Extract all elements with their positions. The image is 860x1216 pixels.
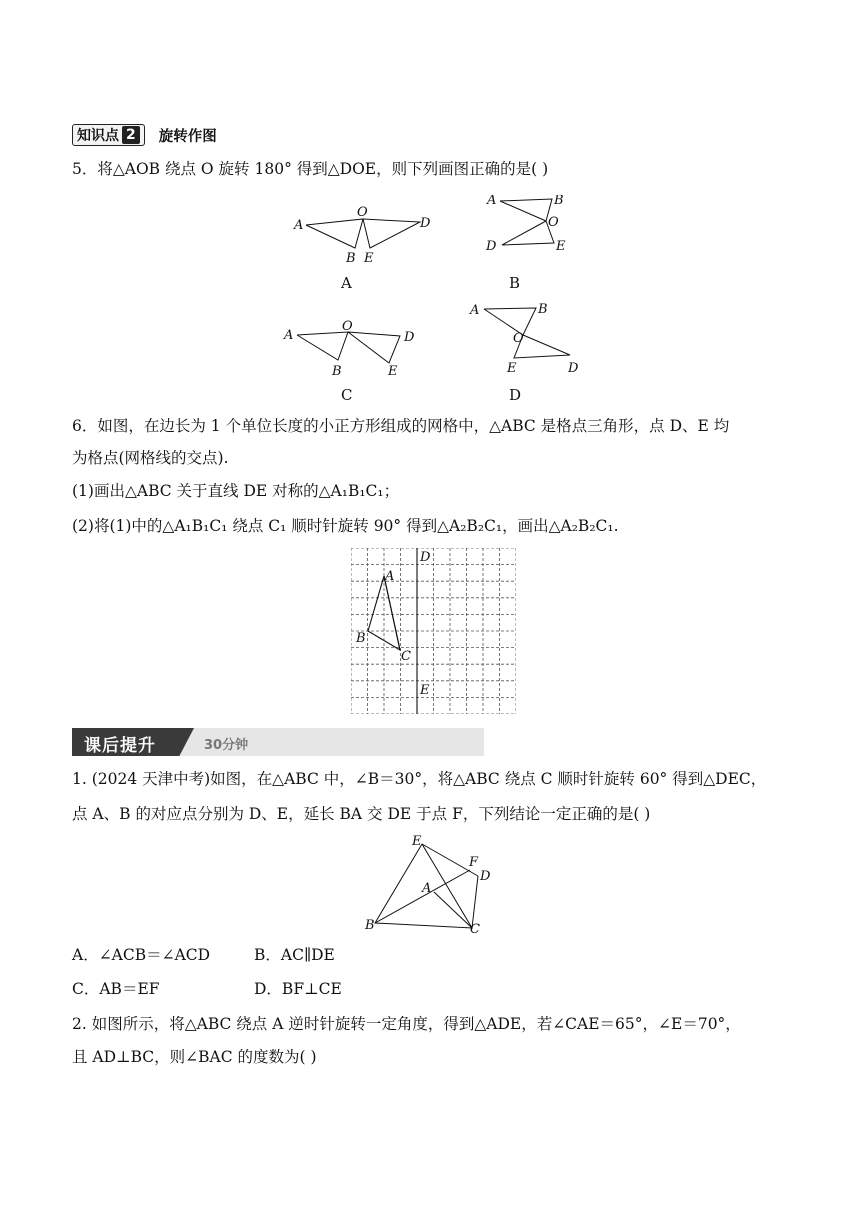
label-e: E: [507, 361, 517, 376]
section-tag-box: [72, 124, 145, 146]
label-o: O: [342, 319, 353, 334]
label-a: A: [470, 303, 480, 318]
label-d: D: [404, 330, 415, 345]
q5-figure-c: [283, 319, 415, 379]
label-a: A: [284, 328, 294, 343]
q5-option-c: C: [341, 386, 353, 404]
p1-option-a: A．∠ACB＝∠ACD: [72, 946, 211, 964]
p2-line-2: 且 AD⊥BC，则∠BAC 的度数为( ): [72, 1048, 317, 1066]
section-tag: [72, 124, 217, 146]
label-e: E: [388, 364, 398, 379]
banner-time: 30分钟: [204, 738, 249, 753]
label-b: B: [538, 302, 548, 317]
label-e: E: [420, 683, 430, 698]
label-f: F: [469, 855, 479, 870]
label-d: D: [480, 869, 491, 884]
label-o: O: [513, 331, 524, 346]
q6-grid-figure: [351, 548, 516, 714]
section-title: 旋转作图: [158, 128, 217, 145]
label-b: B: [346, 251, 356, 266]
label-a: A: [294, 218, 304, 233]
label-c: C: [470, 922, 480, 937]
label-a: A: [385, 569, 395, 584]
label-d: D: [420, 216, 431, 231]
section-tag-label: 知识点: [77, 128, 119, 144]
label-b: B: [554, 195, 564, 208]
label-e: E: [412, 834, 422, 849]
q5-option-a: A: [341, 274, 352, 292]
label-d: D: [420, 550, 431, 565]
q5-figure-b: [485, 195, 566, 254]
label-e: E: [364, 251, 374, 266]
p1-option-d: D．BF⊥CE: [254, 980, 342, 998]
label-c: C: [401, 649, 411, 664]
label-b: B: [332, 364, 342, 379]
label-o: O: [548, 215, 559, 230]
q5-figure-a: [293, 205, 431, 266]
q6-line-1: 6．如图，在边长为 1 个单位长度的小正方形组成的网格中，△ABC 是格点三角形，点 D、E 均: [72, 417, 730, 435]
after-class-banner: [72, 728, 484, 756]
q6-line-2: 为格点(网格线的交点).: [72, 449, 229, 467]
q5-figures: [280, 195, 600, 405]
q6-line-4: (2)将(1)中的△A₁B₁C₁ 绕点 C₁ 顺时针旋转 90° 得到△A₂B₂C₁，画出△A₂B₂C₁.: [72, 517, 619, 535]
label-e: E: [556, 239, 566, 254]
q6-line-3: (1)画出△ABC 关于直线 DE 对称的△A₁B₁C₁；: [72, 482, 400, 500]
q5-option-d: D: [509, 386, 522, 404]
label-o: O: [357, 205, 368, 220]
q5-option-b: B: [509, 274, 521, 292]
p1-option-b: B．AC∥DE: [254, 946, 335, 964]
label-b: B: [356, 631, 366, 646]
label-d: D: [486, 239, 497, 254]
p1-option-c: C．AB＝EF: [72, 980, 160, 998]
p2-line-1: 2. 如图所示，将△ABC 绕点 A 逆时针旋转一定角度，得到△ADE，若∠CAE＝65°，∠E＝70°，: [72, 1015, 741, 1033]
p1-line-2: 点 A、B 的对应点分别为 D、E，延长 BA 交 DE 于点 F，下列结论一定正确的是( ): [72, 805, 651, 823]
p1-line-1: 1. (2024 天津中考)如图，在△ABC 中，∠B＝30°，将△ABC 绕点 C 顺时针旋转 60° 得到△DEC，: [72, 770, 767, 788]
label-b: B: [365, 918, 375, 933]
label-a: A: [422, 881, 432, 896]
q5-text: 5．将△AOB 绕点 O 旋转 180° 得到△DOE，则下列画图正确的是( ): [72, 160, 549, 178]
p1-figure: [360, 832, 500, 940]
label-d: D: [568, 361, 579, 376]
q5-figure-d: [469, 302, 579, 376]
banner-title: 课后提升: [84, 736, 156, 756]
label-a: A: [487, 195, 497, 208]
section-tag-number: 2: [122, 126, 140, 144]
